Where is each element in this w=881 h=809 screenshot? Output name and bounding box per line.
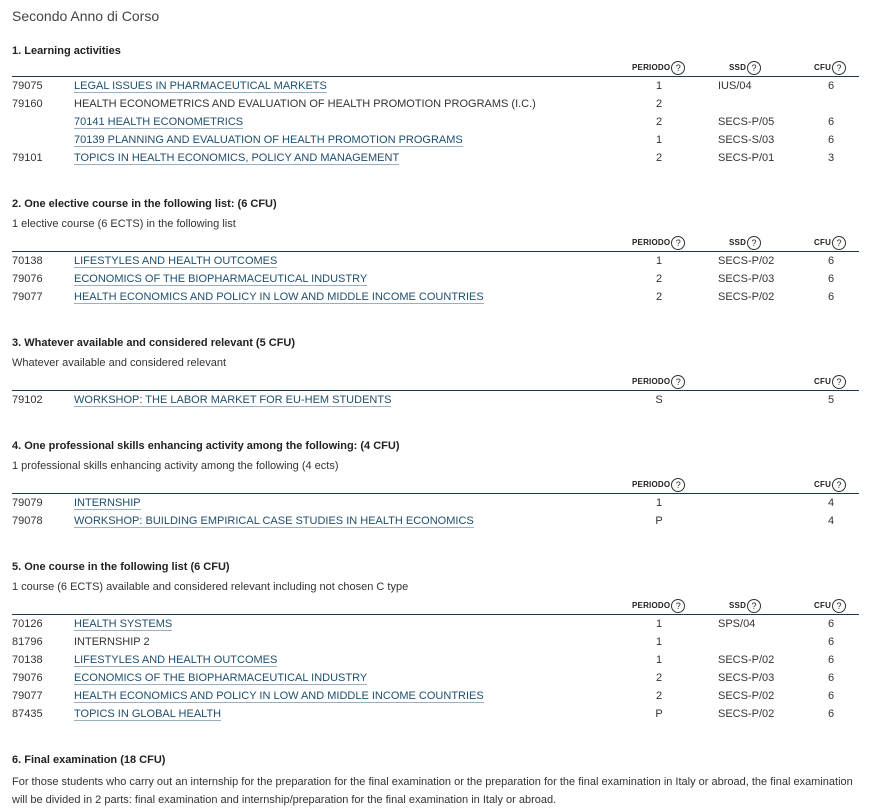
table-row [0, 289, 881, 307]
section-1-rows [0, 78, 881, 168]
table-row [0, 96, 881, 114]
course-code: 79077 [12, 690, 43, 702]
course-code: 87435 [12, 708, 43, 720]
cfu-value: 6 [827, 654, 835, 666]
periodo-value: 2 [655, 152, 663, 164]
periodo-value: 1 [655, 80, 663, 92]
periodo-value: P [655, 708, 663, 720]
cfu-value: 6 [827, 273, 835, 285]
table-row [0, 253, 881, 271]
periodo-header: PERIODO ? [632, 375, 685, 389]
periodo-value: 2 [655, 273, 663, 285]
help-icon[interactable]: ? [671, 375, 685, 389]
table-row [0, 114, 881, 132]
course-code: 79102 [12, 394, 43, 406]
course-name: HEALTH ECONOMETRICS AND EVALUATION OF HEALTH PROMOTION PROGRAMS (I.C.) [74, 98, 536, 110]
table-row [0, 688, 881, 706]
section-4-description: 1 professional skills enhancing activity among the following (4 ects) [12, 460, 339, 472]
periodo-value: S [655, 394, 663, 406]
final-examination-text: For those students who carry out an internship for the preparation for the final examination or the preparation for the final examination in Italy or abroad, the final examination will be divided in 2 parts: final examination and internship/preparation for the final examination in Italy or abroad. [12, 776, 853, 806]
table-row [0, 495, 881, 513]
cfu-value: 6 [827, 672, 835, 684]
help-icon[interactable]: ? [747, 61, 761, 75]
periodo-value: 1 [655, 255, 663, 267]
ssd-value: IUS/04 [718, 80, 752, 92]
course-link[interactable]: WORKSHOP: BUILDING EMPIRICAL CASE STUDIES IN HEALTH ECONOMICS [74, 515, 474, 527]
periodo-header: PERIODO ? [632, 61, 685, 75]
section-6-title: 6. Final examination (18 CFU) [12, 754, 166, 766]
cfu-header: CFU ? [814, 236, 846, 250]
course-link[interactable]: INTERNSHIP [74, 497, 141, 509]
table-row [0, 706, 881, 724]
periodo-value: 2 [655, 291, 663, 303]
course-link[interactable]: LEGAL ISSUES IN PHARMACEUTICAL MARKETS [74, 80, 327, 92]
help-icon[interactable]: ? [832, 61, 846, 75]
course-code: 79076 [12, 672, 43, 684]
course-link[interactable]: 70141 HEALTH ECONOMETRICS [74, 116, 244, 128]
table-row [0, 78, 881, 96]
course-code: 70138 [12, 255, 43, 267]
periodo-value: 2 [655, 98, 663, 110]
periodo-value: 1 [655, 497, 663, 509]
section-4-title: 4. One professional skills enhancing activity among the following: (4 CFU) [12, 440, 400, 452]
header-divider [12, 76, 859, 77]
cfu-value: 6 [827, 618, 835, 630]
ssd-value: SECS-P/02 [718, 708, 775, 720]
cfu-value: 6 [827, 116, 835, 128]
table-row [0, 150, 881, 168]
course-code: 79079 [12, 497, 43, 509]
cfu-value: 6 [827, 636, 835, 648]
cfu-header: CFU ? [814, 478, 846, 492]
cfu-value: 6 [827, 291, 835, 303]
table-row [0, 392, 881, 410]
course-link[interactable]: TOPICS IN HEALTH ECONOMICS, POLICY AND MANAGEMENT [74, 152, 400, 164]
ssd-value: SECS-P/02 [718, 654, 775, 666]
ssd-value: SECS-P/02 [718, 291, 775, 303]
course-link[interactable]: ECONOMICS OF THE BIOPHARMACEUTICAL INDUSTRY [74, 672, 368, 684]
periodo-value: 2 [655, 116, 663, 128]
course-link[interactable]: LIFESTYLES AND HEALTH OUTCOMES [74, 255, 278, 267]
course-link[interactable]: HEALTH ECONOMICS AND POLICY IN LOW AND MIDDLE INCOME COUNTRIES [74, 690, 484, 702]
cfu-value: 6 [827, 134, 835, 146]
section-2-description: 1 elective course (6 ECTS) in the following list [12, 218, 236, 230]
help-icon[interactable]: ? [832, 375, 846, 389]
header-divider [12, 390, 859, 391]
course-code: 79101 [12, 152, 43, 164]
course-link[interactable]: ECONOMICS OF THE BIOPHARMACEUTICAL INDUSTRY [74, 273, 368, 285]
course-code: 70138 [12, 654, 43, 666]
ssd-value: SECS-P/01 [718, 152, 775, 164]
table-row [0, 616, 881, 634]
course-link[interactable]: HEALTH SYSTEMS [74, 618, 173, 630]
help-icon[interactable]: ? [671, 61, 685, 75]
ssd-value: SECS-P/03 [718, 273, 775, 285]
header-divider [12, 614, 859, 615]
course-code: 79077 [12, 291, 43, 303]
cfu-header: CFU ? [814, 599, 846, 613]
periodo-header: PERIODO ? [632, 236, 685, 250]
course-name: INTERNSHIP 2 [74, 636, 150, 648]
ssd-header: SSD ? [729, 236, 761, 250]
course-code: 79160 [12, 98, 43, 110]
periodo-value: 1 [655, 654, 663, 666]
table-row [0, 670, 881, 688]
page-title: Secondo Anno di Corso [12, 8, 160, 24]
section-3-title: 3. Whatever available and considered relevant (5 CFU) [12, 337, 296, 349]
course-code: 81796 [12, 636, 43, 648]
table-row [0, 652, 881, 670]
section-2-rows [0, 253, 881, 307]
help-icon[interactable]: ? [832, 478, 846, 492]
help-icon[interactable]: ? [832, 236, 846, 250]
course-link[interactable]: TOPICS IN GLOBAL HEALTH [74, 708, 222, 720]
header-divider [12, 493, 859, 494]
periodo-value: P [655, 515, 663, 527]
course-link[interactable]: WORKSHOP: THE LABOR MARKET FOR EU-HEM STUDENTS [74, 394, 392, 406]
periodo-value: 1 [655, 636, 663, 648]
cfu-value: 4 [827, 515, 835, 527]
ssd-value: SECS-S/03 [718, 134, 775, 146]
ssd-value: SECS-P/02 [718, 255, 775, 267]
cfu-value: 6 [827, 708, 835, 720]
table-row [0, 132, 881, 150]
help-icon[interactable]: ? [832, 599, 846, 613]
help-icon[interactable]: ? [671, 478, 685, 492]
ssd-header: SSD ? [729, 599, 761, 613]
section-5-title: 5. One course in the following list (6 CFU) [12, 561, 230, 573]
help-icon[interactable]: ? [671, 236, 685, 250]
periodo-header: PERIODO ? [632, 599, 685, 613]
course-code: 79076 [12, 273, 43, 285]
course-code: 70126 [12, 618, 43, 630]
periodo-value: 1 [655, 618, 663, 630]
table-row [0, 634, 881, 652]
section-2-title: 2. One elective course in the following list: (6 CFU) [12, 198, 277, 210]
cfu-value: 4 [827, 497, 835, 509]
help-icon[interactable]: ? [671, 599, 685, 613]
help-icon[interactable]: ? [747, 599, 761, 613]
course-code: 79075 [12, 80, 43, 92]
section-1-title: 1. Learning activities [12, 45, 121, 57]
periodo-value: 1 [655, 134, 663, 146]
help-icon[interactable]: ? [747, 236, 761, 250]
cfu-value: 5 [827, 394, 835, 406]
section-3-description: Whatever available and considered relevant [12, 357, 227, 369]
cfu-value: 6 [827, 690, 835, 702]
course-link[interactable]: 70139 PLANNING AND EVALUATION OF HEALTH PROMOTION PROGRAMS [74, 134, 463, 146]
cfu-header: CFU ? [814, 61, 846, 75]
course-link[interactable]: HEALTH ECONOMICS AND POLICY IN LOW AND MIDDLE INCOME COUNTRIES [74, 291, 484, 303]
cfu-value: 6 [827, 255, 835, 267]
table-row [0, 271, 881, 289]
ssd-value: SECS-P/05 [718, 116, 775, 128]
ssd-value: SPS/04 [718, 618, 756, 630]
section-4-rows [0, 495, 881, 531]
header-divider [12, 251, 859, 252]
course-link[interactable]: LIFESTYLES AND HEALTH OUTCOMES [74, 654, 278, 666]
section-3-rows [0, 392, 881, 410]
cfu-header: CFU ? [814, 375, 846, 389]
periodo-value: 2 [655, 690, 663, 702]
section-5-rows [0, 616, 881, 724]
section-5-description: 1 course (6 ECTS) available and considered relevant including not chosen C type [12, 581, 409, 593]
cfu-value: 6 [827, 80, 835, 92]
course-code: 79078 [12, 515, 43, 527]
ssd-value: SECS-P/03 [718, 672, 775, 684]
periodo-value: 2 [655, 672, 663, 684]
cfu-value: 3 [827, 152, 835, 164]
periodo-header: PERIODO ? [632, 478, 685, 492]
ssd-header: SSD ? [729, 61, 761, 75]
table-row [0, 513, 881, 531]
ssd-value: SECS-P/02 [718, 690, 775, 702]
